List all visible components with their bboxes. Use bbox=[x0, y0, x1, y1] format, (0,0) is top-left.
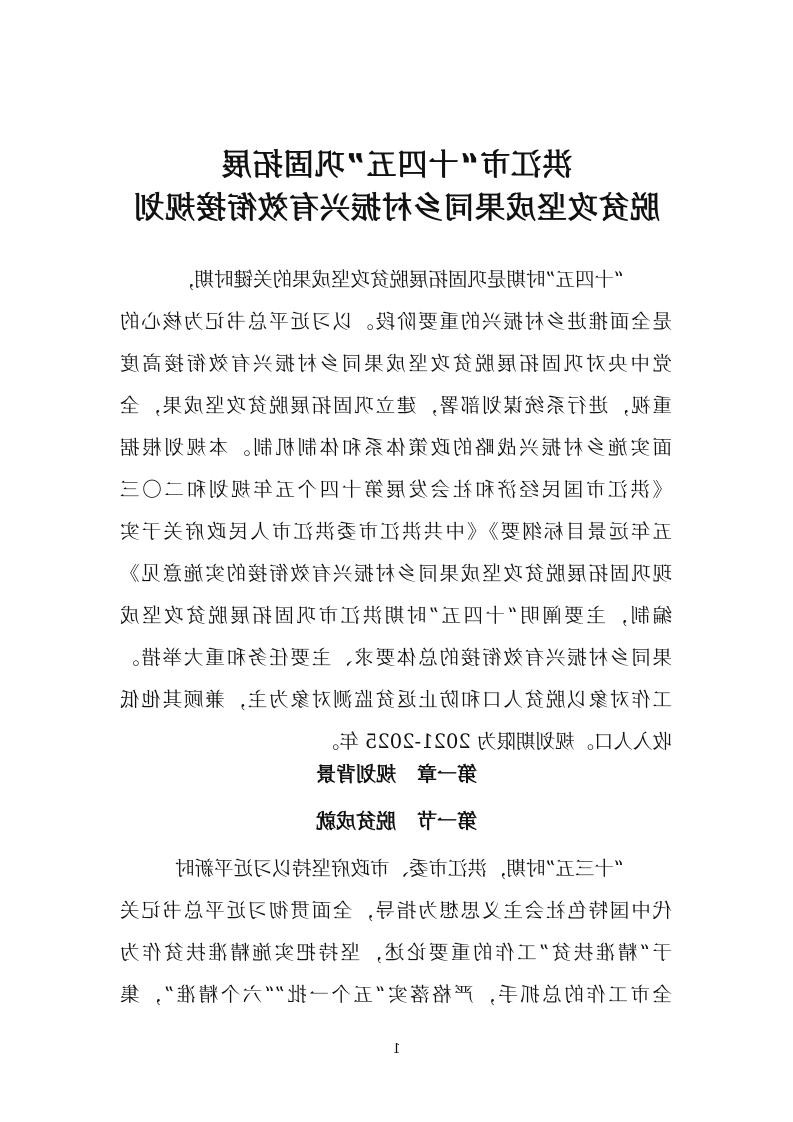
intro-line: 是全面推进乡村振兴的重要阶段。以习近平总书记为核心的 bbox=[120, 310, 672, 333]
title-line-2: 脱贫攻坚成果同乡村振兴有效衔接规划 bbox=[133, 191, 660, 226]
chapter-heading: 第一章 规划背景 bbox=[316, 762, 477, 786]
section-heading: 第一节 脱贫成就 bbox=[316, 809, 477, 833]
intro-line: 党中央对巩固拓展脱贫攻坚成果同乡村振兴有效衔接高度 bbox=[120, 352, 672, 375]
page-number: 1 bbox=[392, 1042, 401, 1057]
intro-line: 工作对象以脱贫人口和防止返贫监测对象为主，兼顾其他低 bbox=[120, 688, 672, 711]
intro-line: “十四五”时期是巩固拓展脱贫攻坚成果的关键时期， bbox=[175, 268, 624, 291]
intro-line: 重视，进行系统谋划部署，建立巩固拓展脱贫攻坚成果，全 bbox=[120, 394, 672, 417]
intro-line: 编制，主要阐明“十四五”时期洪江市巩固拓展脱贫攻坚成 bbox=[120, 604, 672, 627]
intro-line: 五年远景目标纲要》《中共洪江市委洪江市人民政府关于实 bbox=[120, 520, 672, 543]
section-line: 于“精准扶贫”工作的重要论述，坚持把实施精准扶贫作为 bbox=[120, 941, 672, 964]
section-line: 全市工作的总抓手，严格落实“五个一批”“六个精准”，集 bbox=[120, 983, 672, 1006]
intro-line: 现巩固拓展脱贫攻坚成果同乡村振兴有效衔接的实施意见》 bbox=[120, 562, 672, 585]
intro-line: 《洪江市国民经济和社会发展第十四个五年规划和二〇三 bbox=[120, 478, 672, 501]
section-line: 代中国特色社会主义思想为指导，全面贯彻习近平总书记关 bbox=[120, 899, 672, 922]
intro-line: 面实施乡村振兴战略的政策体系和体制机制。本规划根据 bbox=[120, 436, 672, 459]
intro-line: 收入人口。规划期限为 2021-2025 年。 bbox=[319, 730, 672, 753]
section-line: “十三五”时期，洪江市委、市政府坚持以习近平新时 bbox=[175, 857, 624, 880]
intro-line: 果同乡村振兴有效衔接的总体要求、主要任务和重大举措。 bbox=[120, 646, 672, 669]
title-line-1: 洪江市“十四五”巩固拓展 bbox=[220, 148, 573, 183]
